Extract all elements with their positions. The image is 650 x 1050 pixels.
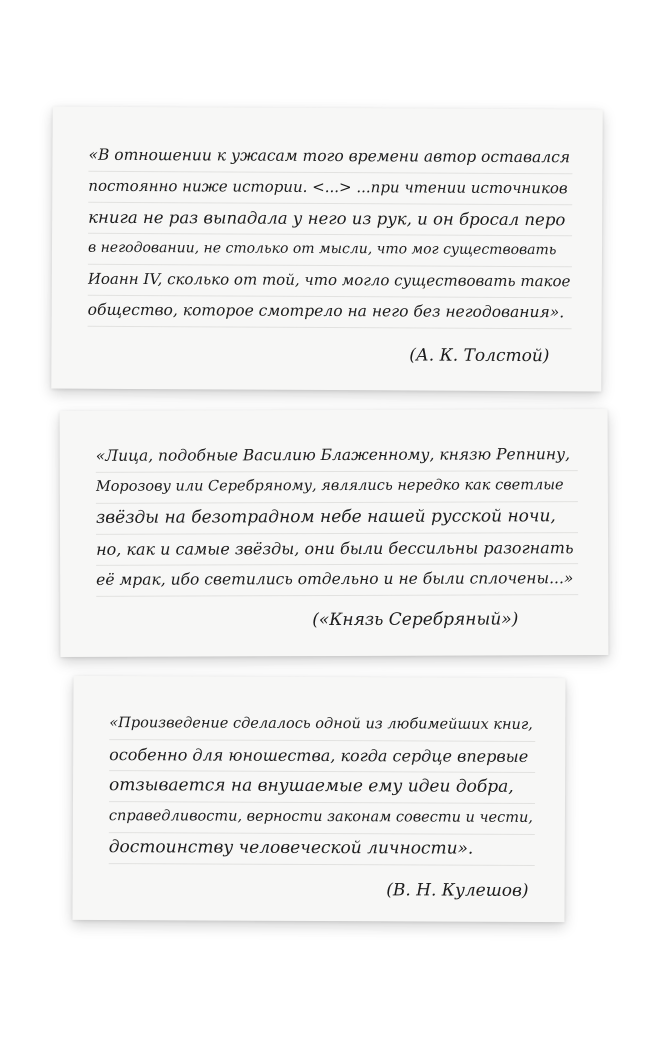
quote-line: отзывается на внушаемые ему идеи добра, [109,770,535,804]
quote-line: особенно для юношества, когда сердце впервые [109,739,535,773]
quote-line: Иоанн IV, сколько от той, что могло существовать такое [88,264,572,299]
quote-line: общество, которое смотрело на него без негодования». [88,295,572,330]
quote-note-kuleshov [72,676,565,922]
quote-note-prince-serebryany [60,409,609,657]
quote-text [60,409,608,589]
quote-line: книга не раз выпадала у него из рук, и он бросал перо [88,202,572,237]
quote-author: (В. Н. Кулешов) [386,880,529,901]
quote-line: «Произведение сделалось одной из любимейших книг, [109,708,535,742]
quote-line: её мрак, ибо светились отдельно и не были сплочены...» [96,563,578,597]
quote-author: («Князь Серебряный») [312,609,519,631]
quote-text [53,107,603,322]
quote-note-tolstoy [51,107,602,392]
quote-line: постоянно ниже истории. <...> ...при чтении источников [88,171,572,206]
quote-text [74,676,566,859]
quote-line: Морозову или Серебряному, являлись нередко как светлые [96,470,578,504]
quote-author: (А. К. Толстой) [409,345,550,367]
quote-line: «Лица, подобные Василию Блаженному, князю Репнину, [96,439,578,473]
quote-line: справедливости, верности законам совести и чести, [109,801,535,835]
quote-line: звёзды на безотрадном небе нашей русской ночи, [96,501,578,535]
quote-line: «В отношении к ужасам того времени автор оставался [88,140,572,175]
quote-line: достоинству человеческой личности». [109,832,535,866]
quote-line: но, как и самые звёзды, они были бессильны разогнать [96,532,578,566]
quote-line: в негодовании, не столько от мысли, что мог существовать [88,233,572,268]
